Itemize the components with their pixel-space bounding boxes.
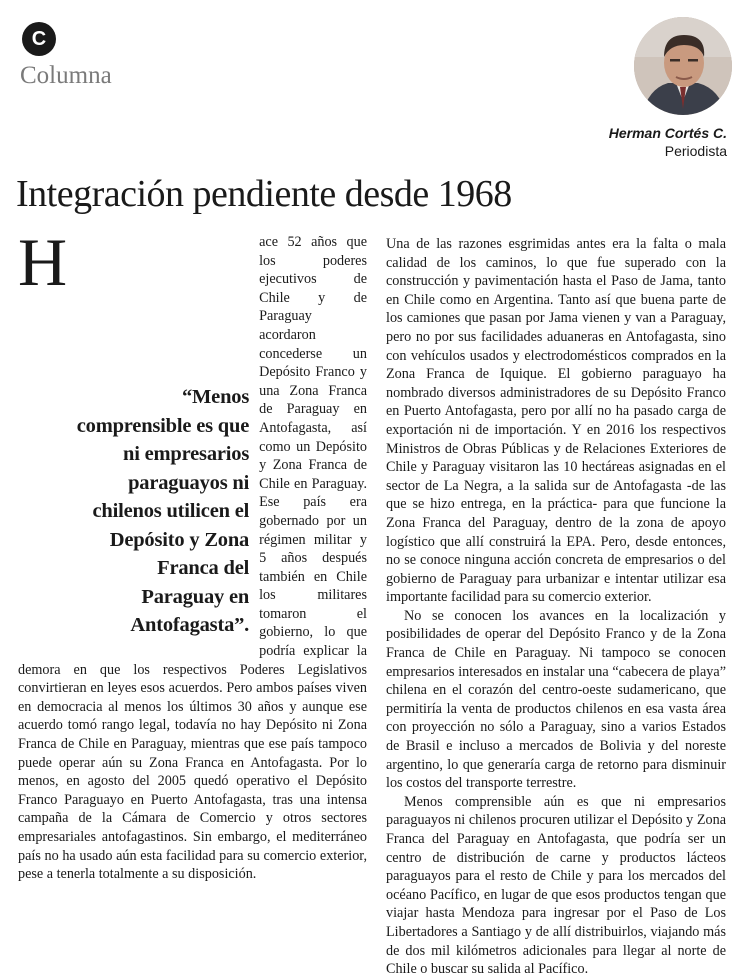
article-column-1: [18, 224, 367, 884]
author-photo: [634, 17, 732, 115]
article-paragraph-1-text: ace 52 años que los poderes ejecutivos de Chile y de Paraguay acordaron concederse un Depósito Franco y una Zona Franca de Paraguay en Antofagasta, así como un Depósito y Zona Franca de Chile en Paraguay. Ese país era gobernado por un régimen militar y 5 años después también en Chile los militares tomaron el gobierno, lo que podría explicar la demora en que los respectivos Poderes Legislativos convirtieran en leyes esos acuerdos. Pero ambos países viven en democracia al menos los últimos 30 años y aunque ese acuerdo tomó rango legal, todavía no hay Depósito ni Zona Franca de Chile en Paraguay, mientras que ese país tampoco puede operar aún su Zona Franca en Antofagasta. Por lo menos, en agosto del 2005 quedó operativo el Depósito Franco Paraguayo en Puerto Antofagasta, tras una intensa campaña de la Cámara de Comercio y otros sectores empresariales antofagastinos. Sin embargo, el mediterráneo país no ha usado aún esta facilidad para su comercio exterior, pese a tenerla totalmente a su disposición.: [18, 234, 367, 883]
drop-cap: H: [18, 224, 68, 300]
article-title: Integración pendiente desde 1968: [16, 173, 512, 215]
article-paragraph-1: [18, 224, 367, 884]
article-column-2: [386, 235, 726, 979]
article-paragraph-3: No se conocen los avances en la localización y posibilidades de operar del Depósito Franco y de la Zona Franca de Chile en Paraguay. Ni tampoco se conocen empresarios interesados en instalar una “cabecera de playa” chilena en el corazón del centro-oeste sudamericano, que permitiría la venta de productos chilenos en esa vasta área con proyección no sólo a Paraguay, sino a varios Estados de Brasil e incluso a mercados de Bolivia y del noreste argentino, lo que generaría carga de retorno para disminuir los costos del transporte terrestre.: [386, 607, 726, 792]
section-label: Columna: [20, 62, 112, 89]
column-badge: [22, 22, 56, 56]
author-block: [609, 124, 727, 160]
author-role: Periodista: [664, 143, 727, 159]
author-name: Herman Cortés C.: [608, 125, 727, 141]
pull-quote: “Menos comprensible es que ni empresarios paraguayos ni chilenos utilicen el Depósito y Zona Franca del Paraguay en Antofagasta”.: [76, 386, 250, 636]
article-paragraph-4: Menos comprensible aún es que ni empresarios paraguayos ni chilenos procuren utilizar el Depósito y Zona Franca del Paraguay en Antofagasta, que podría ser un centro de distribución de carne y productos lácteos paraguayos para el resto de Chile y para los mercados del océano Pacífico, en lugar de que esos productos tengan que viajar hasta Mendoza para ingresar por el Paso de Los Libertadores a Santiago y de allí distribuirlos, viajando más de dos mil kilómetros adicionales para llegar al norte de Chile o buscar su salida al Pacífico.: [386, 793, 726, 978]
article-paragraph-2-continued: Una de las razones esgrimidas antes era la falta o mala calidad de los caminos, lo que fue superado con la construcción y pavimentación hasta el Paso de Jama, tanto en Chile como en Argentina. Tanto así que buena parte de los camiones que pasan por Jama vienen y van a Paraguay, pero no por sus facilidades aduaneras en Antofagasta, sino con vehículos usados y electrodomésticos comprados en la Zona Franca de Iquique. El gobierno paraguayo ha nombrado diversos administradores de su Depósito Franco en Puerto Antofagasta, pero por allí no ha pasado carga de exportación ni de importación. Y en 2016 los respectivos Ministros de Obras Públicas y de Relaciones Exteriores de Chile y Paraguay visitaron las 10 hectáreas asignadas en el sector de La Negra, a la salida sur de Antofagasta -de las que se hizo entrega, en la práctica- para que funcione la Zona Franca del Paraguay, dentro de la zona de apoyo logístico que allí construirá la EPA. Pero, desde entonces, no se conoce ninguna acción concreta de empresarios o del gobierno de Paraguay para urbanizar e intentar utilizar esa importante facilidad para su comercio exterior.: [386, 236, 726, 606]
column-badge-letter: C: [31, 27, 47, 50]
